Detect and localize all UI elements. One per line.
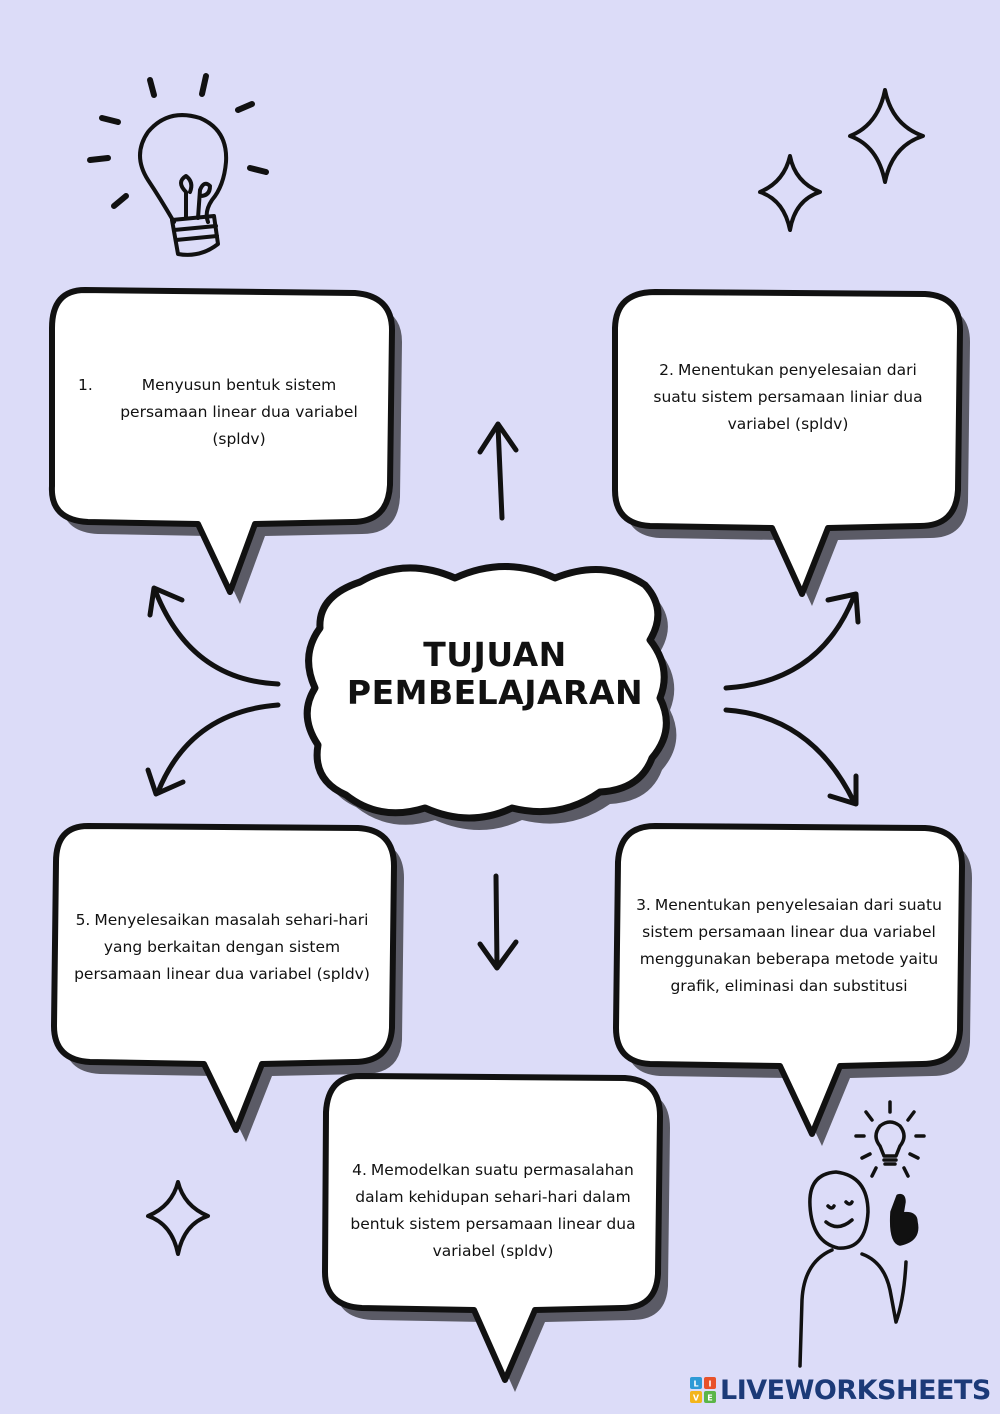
- sparkle-bottom-icon: [148, 1182, 208, 1254]
- svg-text:E: E: [707, 1393, 713, 1403]
- objective-5: [62, 907, 382, 988]
- objective-4: [338, 1157, 648, 1265]
- liveworksheets-logo-icon: [690, 1377, 716, 1403]
- liveworksheets-logo-text: LIVEWORKSHEETS: [720, 1374, 991, 1406]
- objective-3-number: 3.: [636, 896, 651, 914]
- sparkle-large-icon: [850, 90, 923, 182]
- objective-1-text: Menyusun bentuk sistem persamaan linear dua variabel (spldv): [120, 376, 358, 448]
- title-line-2: PEMBELAJARAN: [346, 673, 644, 712]
- arrow-down-icon: [480, 876, 516, 968]
- objective-1-number: 1.: [78, 376, 93, 394]
- svg-text:I: I: [708, 1379, 712, 1389]
- lightbulb-icon: [90, 76, 266, 255]
- objective-2-text: Menentukan penyelesaian dari suatu sistem persamaan liniar dua variabel (spldv): [653, 361, 923, 433]
- objective-1: [70, 372, 380, 453]
- objective-5-text: Menyelesaikan masalah sehari-hari yang berkaitan dengan sistem persamaan linear dua variabel (spldv): [74, 911, 370, 983]
- bubble-objective-2: [615, 292, 960, 594]
- objective-4-number: 4.: [352, 1161, 367, 1179]
- title-line-1: TUJUAN: [423, 635, 567, 674]
- thinking-person-icon: [800, 1102, 924, 1366]
- arrow-lower-left-icon: [148, 705, 278, 794]
- objective-2: [638, 357, 938, 438]
- arrow-upper-left-icon: [150, 588, 278, 684]
- objective-4-text: Memodelkan suatu permasalahan dalam kehidupan sehari-hari dalam bentuk sistem persamaan linear dua variabel (spldv): [350, 1161, 636, 1260]
- svg-text:L: L: [693, 1379, 699, 1389]
- page-title: [330, 636, 660, 712]
- objective-3-text: Menentukan penyelesaian dari suatu sistem persamaan linear dua variabel menggunakan beberapa metode yaitu grafik, eliminasi dan substitusi: [639, 896, 942, 995]
- objective-5-number: 5.: [75, 911, 91, 929]
- liveworksheets-logo[interactable]: [690, 1372, 991, 1408]
- arrow-up-icon: [480, 424, 516, 518]
- objective-2-number: 2.: [659, 361, 674, 379]
- objective-3: [636, 892, 942, 1000]
- sparkle-small-icon: [760, 156, 820, 230]
- arrow-lower-right-icon: [726, 710, 856, 804]
- svg-text:V: V: [692, 1393, 700, 1403]
- arrow-upper-right-icon: [726, 594, 858, 688]
